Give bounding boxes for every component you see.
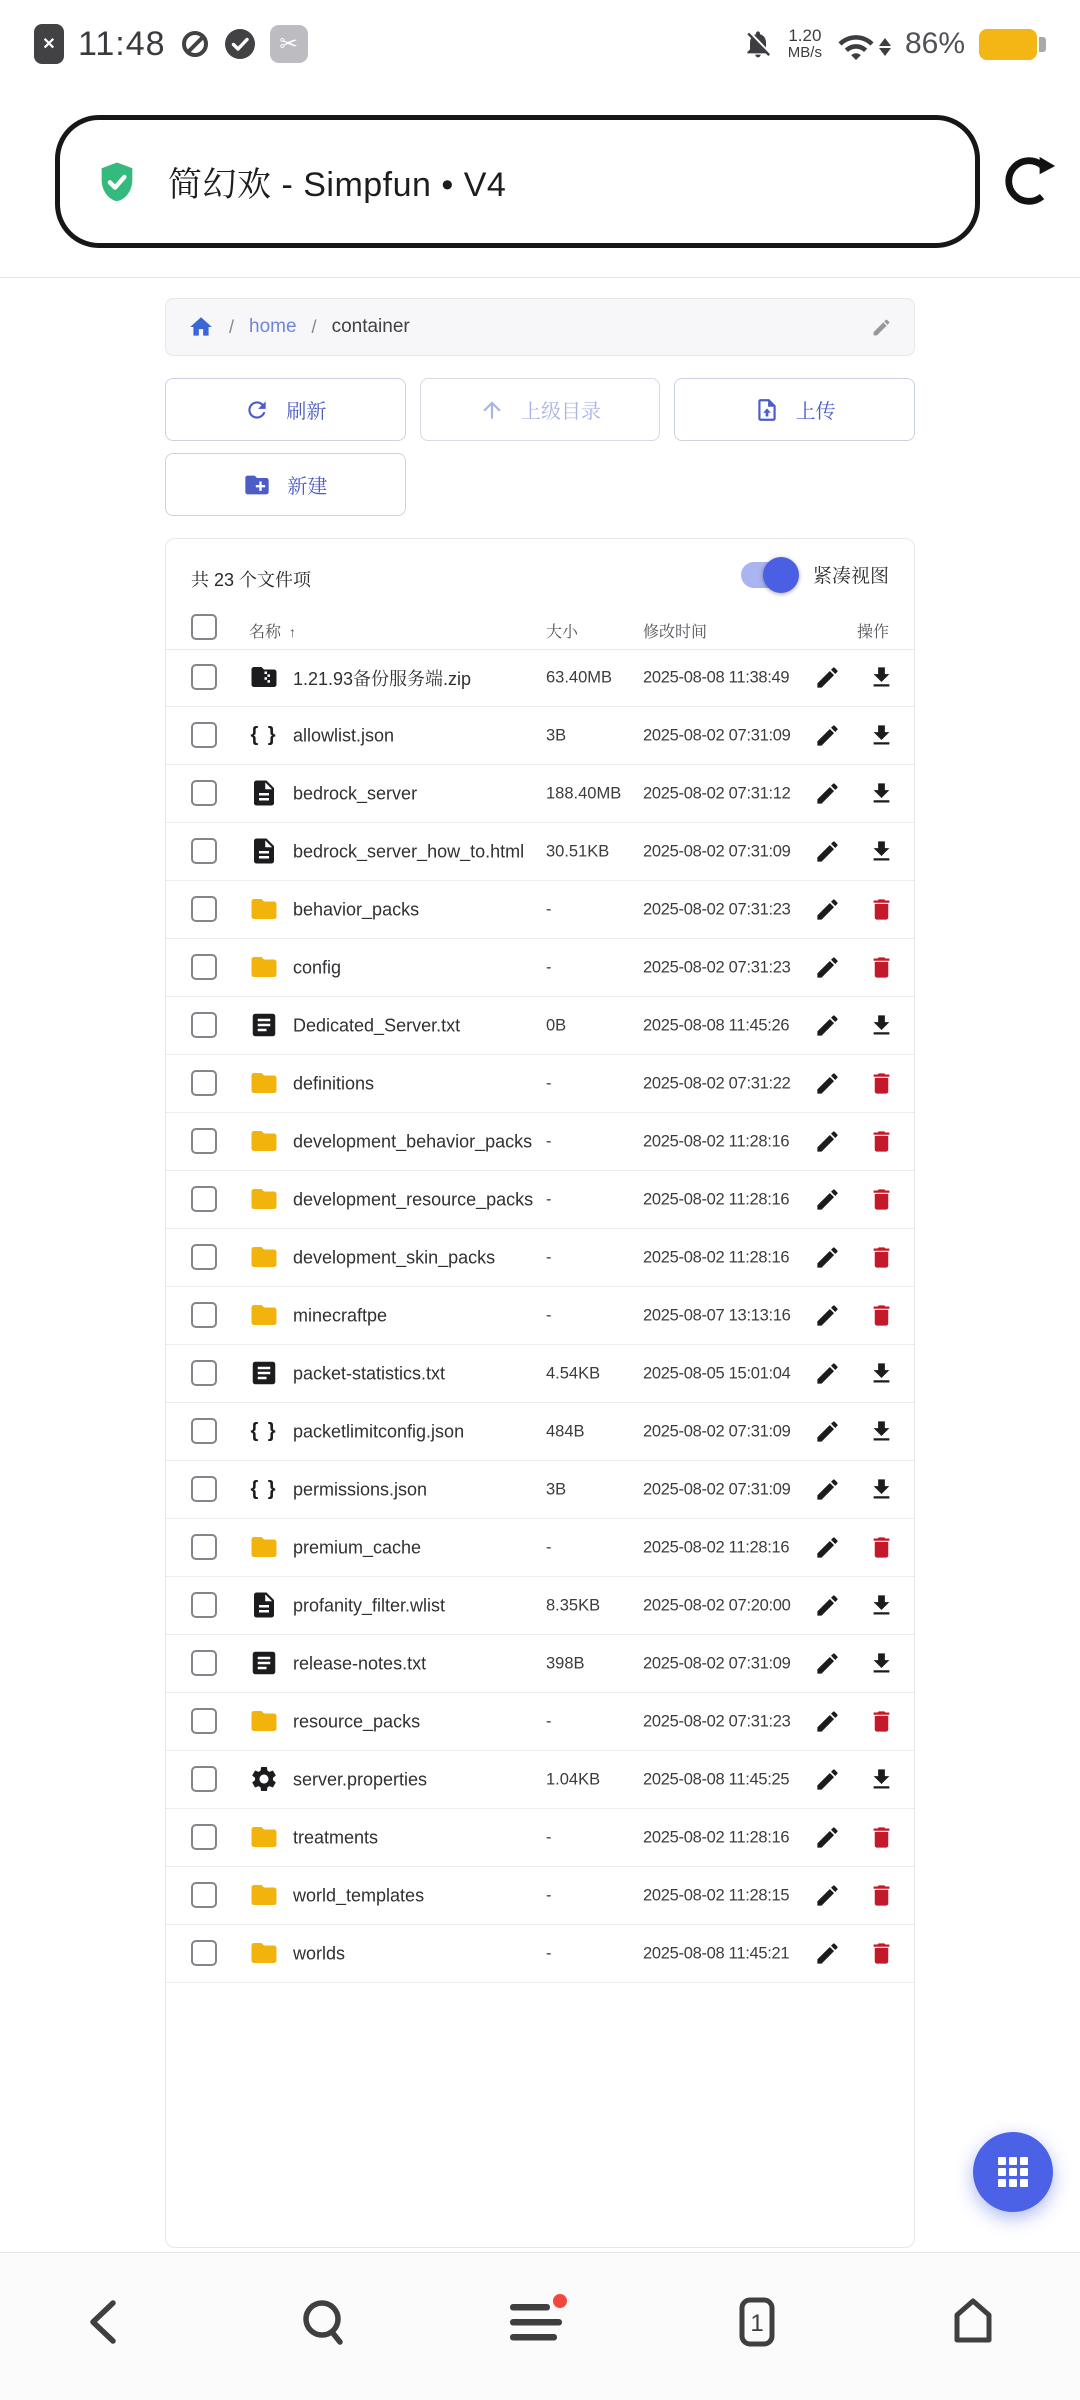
table-row[interactable] (166, 1925, 914, 1983)
table-row[interactable] (166, 1577, 914, 1635)
row-checkbox[interactable] (191, 1824, 217, 1850)
edit-icon[interactable] (814, 896, 841, 923)
file-type-icon (249, 1938, 279, 1968)
back-icon (79, 2294, 135, 2350)
edit-icon[interactable] (814, 1940, 841, 1967)
download-icon[interactable] (868, 780, 895, 807)
row-checkbox[interactable] (191, 1476, 217, 1502)
file-modified: 2025-08-08 11:45:25 (643, 1770, 790, 1788)
file-type-icon (249, 778, 279, 808)
edit-icon[interactable] (814, 1708, 841, 1735)
row-checkbox[interactable] (191, 780, 217, 806)
network-speed: 1.20 MB/s (787, 26, 822, 62)
file-type-icon (249, 1358, 279, 1388)
edit-icon[interactable] (814, 1070, 841, 1097)
file-modified: 2025-08-02 07:31:09 (643, 1480, 791, 1498)
file-toolbar (165, 378, 915, 516)
file-type-icon (249, 1242, 279, 1272)
delete-icon[interactable] (868, 896, 895, 923)
file-modified: 2025-08-02 11:28:16 (643, 1190, 790, 1208)
table-row[interactable] (166, 1229, 914, 1287)
file-type-icon (249, 1880, 279, 1910)
file-modified: 2025-08-02 07:20:00 (643, 1596, 791, 1614)
column-modified[interactable]: 修改时间 (643, 624, 708, 641)
edit-icon[interactable] (814, 1360, 841, 1387)
download-icon[interactable] (868, 1418, 895, 1445)
row-checkbox[interactable] (191, 1766, 217, 1792)
edit-icon[interactable] (814, 1244, 841, 1271)
browser-nav-bar (0, 2252, 1080, 2400)
wifi-traffic-arrows (879, 38, 891, 56)
file-name[interactable]: permissions.json (293, 1479, 428, 1499)
file-size: 484B (546, 1422, 585, 1440)
file-rows (166, 649, 914, 1983)
row-checkbox[interactable] (191, 1070, 217, 1096)
delete-icon[interactable] (868, 1186, 895, 1213)
file-name[interactable]: development_skin_packs (293, 1247, 496, 1267)
row-checkbox[interactable] (191, 1650, 217, 1676)
edit-icon[interactable] (814, 1592, 841, 1619)
back-button[interactable] (62, 2287, 152, 2357)
file-count: 共 23 个文件项 (191, 570, 312, 590)
upload-file-icon (754, 397, 780, 423)
address-bar[interactable] (55, 115, 980, 248)
file-type-icon (249, 1764, 279, 1794)
tabs-button[interactable] (712, 2287, 802, 2357)
file-size: - (546, 1712, 552, 1730)
page-title: 简幻欢 - Simpfun • V4 (168, 166, 507, 204)
download-icon[interactable] (868, 838, 895, 865)
file-modified: 2025-08-02 07:31:09 (643, 726, 791, 744)
battery-icon (979, 29, 1046, 60)
column-actions: 操作 (856, 624, 889, 641)
file-modified: 2025-08-02 07:31:23 (643, 958, 791, 976)
edit-icon[interactable] (814, 1128, 841, 1155)
file-modified: 2025-08-02 11:28:15 (643, 1886, 790, 1904)
row-checkbox[interactable] (191, 1302, 217, 1328)
row-checkbox[interactable] (191, 1360, 217, 1386)
arrow-up-icon (479, 397, 505, 423)
menu-icon (504, 2294, 576, 2350)
new-button[interactable]: 新建 (165, 453, 406, 516)
file-name[interactable]: treatments (293, 1827, 379, 1847)
bell-off-icon (742, 28, 774, 60)
delete-icon[interactable] (868, 1244, 895, 1271)
file-modified: 2025-08-02 07:31:09 (643, 842, 791, 860)
file-name[interactable]: bedrock_server_how_to.html (293, 841, 525, 861)
check-circle-icon (224, 28, 256, 60)
delete-icon[interactable] (868, 1708, 895, 1735)
file-type-icon (249, 1068, 279, 1098)
table-row[interactable] (166, 823, 914, 881)
reload-button[interactable] (1000, 152, 1058, 210)
grid-icon (997, 2156, 1029, 2188)
edit-icon[interactable] (814, 954, 841, 981)
divider (0, 277, 1080, 278)
row-checkbox[interactable] (191, 1940, 217, 1966)
file-name[interactable]: 1.21.93备份服务端.zip (293, 668, 472, 689)
table-row[interactable] (166, 1751, 914, 1809)
breadcrumb-separator: / (311, 316, 317, 337)
file-modified: 2025-08-08 11:38:49 (643, 668, 790, 686)
file-size: - (546, 900, 552, 918)
delete-icon[interactable] (868, 1534, 895, 1561)
file-name[interactable]: bedrock_server (293, 783, 418, 803)
file-size: - (546, 1074, 552, 1092)
file-modified: 2025-08-07 13:13:16 (643, 1306, 791, 1324)
file-name[interactable]: premium_cache (293, 1537, 422, 1557)
table-row[interactable] (166, 1809, 914, 1867)
edit-icon[interactable] (814, 1476, 841, 1503)
no-sim-icon: ✕ (34, 24, 64, 64)
row-checkbox[interactable] (191, 1534, 217, 1560)
file-type-icon (249, 1706, 279, 1736)
grid-menu-fab[interactable] (973, 2132, 1053, 2212)
download-icon[interactable] (868, 1766, 895, 1793)
breadcrumb-separator: / (229, 316, 235, 337)
notification-dot (553, 2294, 567, 2308)
file-size: 0B (546, 1016, 567, 1034)
file-type-icon: { } (250, 1419, 278, 1442)
download-icon[interactable] (868, 722, 895, 749)
file-name[interactable]: packetlimitconfig.json (293, 1421, 465, 1441)
download-icon[interactable] (868, 1360, 895, 1387)
compact-view-label: 紧凑视图 (812, 566, 889, 587)
table-row[interactable] (166, 1055, 914, 1113)
download-icon[interactable] (868, 1012, 895, 1039)
breadcrumb-current: container (331, 316, 410, 337)
row-checkbox[interactable] (191, 1592, 217, 1618)
file-name[interactable]: allowlist.json (293, 725, 395, 745)
nav-home-icon (945, 2294, 1001, 2350)
row-checkbox[interactable] (191, 1708, 217, 1734)
table-row[interactable] (166, 997, 914, 1055)
column-name[interactable]: 名称 ↑ (249, 624, 297, 641)
select-all-checkbox[interactable] (191, 614, 217, 640)
edit-icon[interactable] (814, 838, 841, 865)
file-type-icon (249, 836, 279, 866)
file-type-icon: { } (250, 1477, 278, 1500)
file-name[interactable]: config (293, 957, 342, 977)
table-row[interactable] (166, 1113, 914, 1171)
file-type-icon (249, 1532, 279, 1562)
row-checkbox[interactable] (191, 838, 217, 864)
search-button[interactable] (279, 2287, 369, 2357)
breadcrumb-home-link[interactable]: home (249, 316, 297, 337)
row-checkbox[interactable] (191, 1882, 217, 1908)
file-type-icon (249, 1010, 279, 1040)
file-type-icon (249, 1590, 279, 1620)
file-type-icon: { } (250, 723, 278, 746)
file-size: 1.04KB (546, 1770, 601, 1788)
file-list-panel (165, 538, 915, 2248)
file-name[interactable]: packet-statistics.txt (293, 1363, 446, 1383)
row-checkbox[interactable] (191, 954, 217, 980)
wifi-icon (836, 28, 891, 60)
table-row[interactable] (166, 1403, 914, 1461)
file-modified: 2025-08-02 07:31:09 (643, 1422, 791, 1440)
sort-arrow-icon: ↑ (289, 624, 297, 640)
browser-toolbar (0, 88, 1080, 277)
edit-icon[interactable] (814, 1186, 841, 1213)
breadcrumb (165, 298, 915, 356)
file-modified: 2025-08-02 07:31:22 (643, 1074, 791, 1092)
file-name[interactable]: resource_packs (293, 1711, 421, 1731)
file-size: - (546, 1306, 552, 1324)
upload-button[interactable]: 上传 (674, 378, 915, 441)
file-size: 3B (546, 726, 567, 744)
file-size: - (546, 1190, 552, 1208)
status-time: 11:48 (78, 24, 166, 63)
edit-icon[interactable] (814, 1012, 841, 1039)
battery-percent: 86% (904, 27, 965, 60)
download-icon[interactable] (868, 1650, 895, 1677)
row-checkbox[interactable] (191, 1012, 217, 1038)
file-modified: 2025-08-02 07:31:23 (643, 1712, 791, 1730)
delete-icon[interactable] (868, 1070, 895, 1097)
table-row[interactable] (166, 1867, 914, 1925)
file-name[interactable]: definitions (293, 1073, 375, 1093)
file-modified: 2025-08-02 07:31:23 (643, 900, 791, 918)
file-modified: 2025-08-02 11:28:16 (643, 1132, 790, 1150)
download-icon[interactable] (868, 1592, 895, 1619)
secure-shield-icon[interactable] (94, 159, 140, 205)
file-size: 3B (546, 1480, 567, 1498)
table-row[interactable] (166, 1345, 914, 1403)
file-size: 8.35KB (546, 1596, 601, 1614)
file-size: 30.51KB (546, 842, 610, 860)
file-size: 4.54KB (546, 1364, 601, 1382)
new-folder-icon (243, 471, 271, 499)
row-checkbox[interactable] (191, 722, 217, 748)
row-checkbox[interactable] (191, 896, 217, 922)
file-modified: 2025-08-02 11:28:16 (643, 1248, 790, 1266)
path-edit-icon[interactable] (871, 317, 892, 338)
clip-icon: ✂ (270, 25, 308, 63)
delete-icon[interactable] (868, 1940, 895, 1967)
column-size[interactable]: 大小 (546, 624, 579, 641)
file-name[interactable]: profanity_filter.wlist (293, 1595, 446, 1615)
edit-icon[interactable] (814, 1766, 841, 1793)
file-size: - (546, 1132, 552, 1150)
file-type-icon (249, 1300, 279, 1330)
edit-icon[interactable] (814, 1824, 841, 1851)
edit-icon[interactable] (814, 1650, 841, 1677)
file-size: 188.40MB (546, 784, 622, 802)
refresh-button[interactable]: 刷新 (165, 378, 406, 441)
delete-icon[interactable] (868, 954, 895, 981)
file-size: - (546, 1248, 552, 1266)
file-size: - (546, 1828, 552, 1846)
tab-count: 1 (749, 2309, 764, 2337)
file-modified: 2025-08-02 07:31:12 (643, 784, 791, 802)
table-row[interactable] (166, 765, 914, 823)
file-name[interactable]: behavior_packs (293, 899, 420, 919)
file-name[interactable]: release-notes.txt (293, 1653, 427, 1673)
download-icon[interactable] (868, 664, 895, 691)
edit-icon[interactable] (814, 1882, 841, 1909)
file-size: - (546, 1944, 552, 1962)
delete-icon[interactable] (868, 1302, 895, 1329)
row-checkbox[interactable] (191, 664, 217, 690)
file-size: - (546, 1886, 552, 1904)
table-header (166, 613, 914, 650)
file-name[interactable]: Dedicated_Server.txt (293, 1015, 461, 1035)
file-size: - (546, 1538, 552, 1556)
table-row[interactable] (166, 1519, 914, 1577)
file-size: - (546, 958, 552, 976)
download-icon[interactable] (868, 1476, 895, 1503)
status-bar (0, 0, 1080, 88)
file-name[interactable]: minecraftpe (293, 1305, 388, 1325)
table-row[interactable] (166, 1171, 914, 1229)
search-icon (296, 2294, 352, 2350)
table-row[interactable] (166, 1287, 914, 1345)
parent-directory-button[interactable]: 上级目录 (420, 378, 661, 441)
data-saver-icon (180, 29, 210, 59)
file-modified: 2025-08-02 11:28:16 (643, 1538, 790, 1556)
file-type-icon (249, 1822, 279, 1852)
file-name[interactable]: development_behavior_packs (293, 1131, 533, 1151)
table-row[interactable] (166, 1693, 914, 1751)
edit-icon[interactable] (814, 1302, 841, 1329)
file-type-icon (249, 1126, 279, 1156)
file-modified: 2025-08-08 11:45:26 (643, 1016, 790, 1034)
table-row[interactable] (166, 649, 914, 707)
file-name[interactable]: development_resource_packs (293, 1189, 534, 1209)
edit-icon[interactable] (814, 664, 841, 691)
delete-icon[interactable] (868, 1882, 895, 1909)
file-type-icon (249, 1184, 279, 1214)
file-modified: 2025-08-08 11:45:21 (643, 1944, 790, 1962)
file-name[interactable]: server.properties (293, 1769, 428, 1789)
table-row[interactable] (166, 1461, 914, 1519)
table-row[interactable] (166, 707, 914, 765)
file-modified: 2025-08-02 07:31:09 (643, 1654, 791, 1672)
compact-view-toggle[interactable] (741, 562, 793, 588)
table-row[interactable] (166, 1635, 914, 1693)
row-checkbox[interactable] (191, 1418, 217, 1444)
table-row[interactable] (166, 939, 914, 997)
file-type-icon (249, 894, 279, 924)
menu-button[interactable] (495, 2287, 585, 2357)
file-name[interactable]: world_templates (293, 1885, 425, 1905)
edit-icon[interactable] (814, 722, 841, 749)
file-size: 398B (546, 1654, 585, 1672)
file-modified: 2025-08-02 11:28:16 (643, 1828, 790, 1846)
file-type-icon (249, 1648, 279, 1678)
refresh-icon (244, 397, 270, 423)
edit-icon[interactable] (814, 780, 841, 807)
home-icon[interactable] (188, 314, 214, 340)
edit-icon[interactable] (814, 1418, 841, 1445)
file-size: 63.40MB (546, 668, 613, 686)
row-checkbox[interactable] (191, 1128, 217, 1154)
edit-icon[interactable] (814, 1534, 841, 1561)
row-checkbox[interactable] (191, 1244, 217, 1270)
home-button[interactable] (928, 2287, 1018, 2357)
delete-icon[interactable] (868, 1824, 895, 1851)
file-type-icon (249, 662, 279, 692)
table-row[interactable] (166, 881, 914, 939)
file-type-icon (249, 952, 279, 982)
delete-icon[interactable] (868, 1128, 895, 1155)
row-checkbox[interactable] (191, 1186, 217, 1212)
tabs-icon (729, 2294, 785, 2350)
file-modified: 2025-08-05 15:01:04 (643, 1364, 791, 1382)
file-name[interactable]: worlds (293, 1943, 346, 1963)
